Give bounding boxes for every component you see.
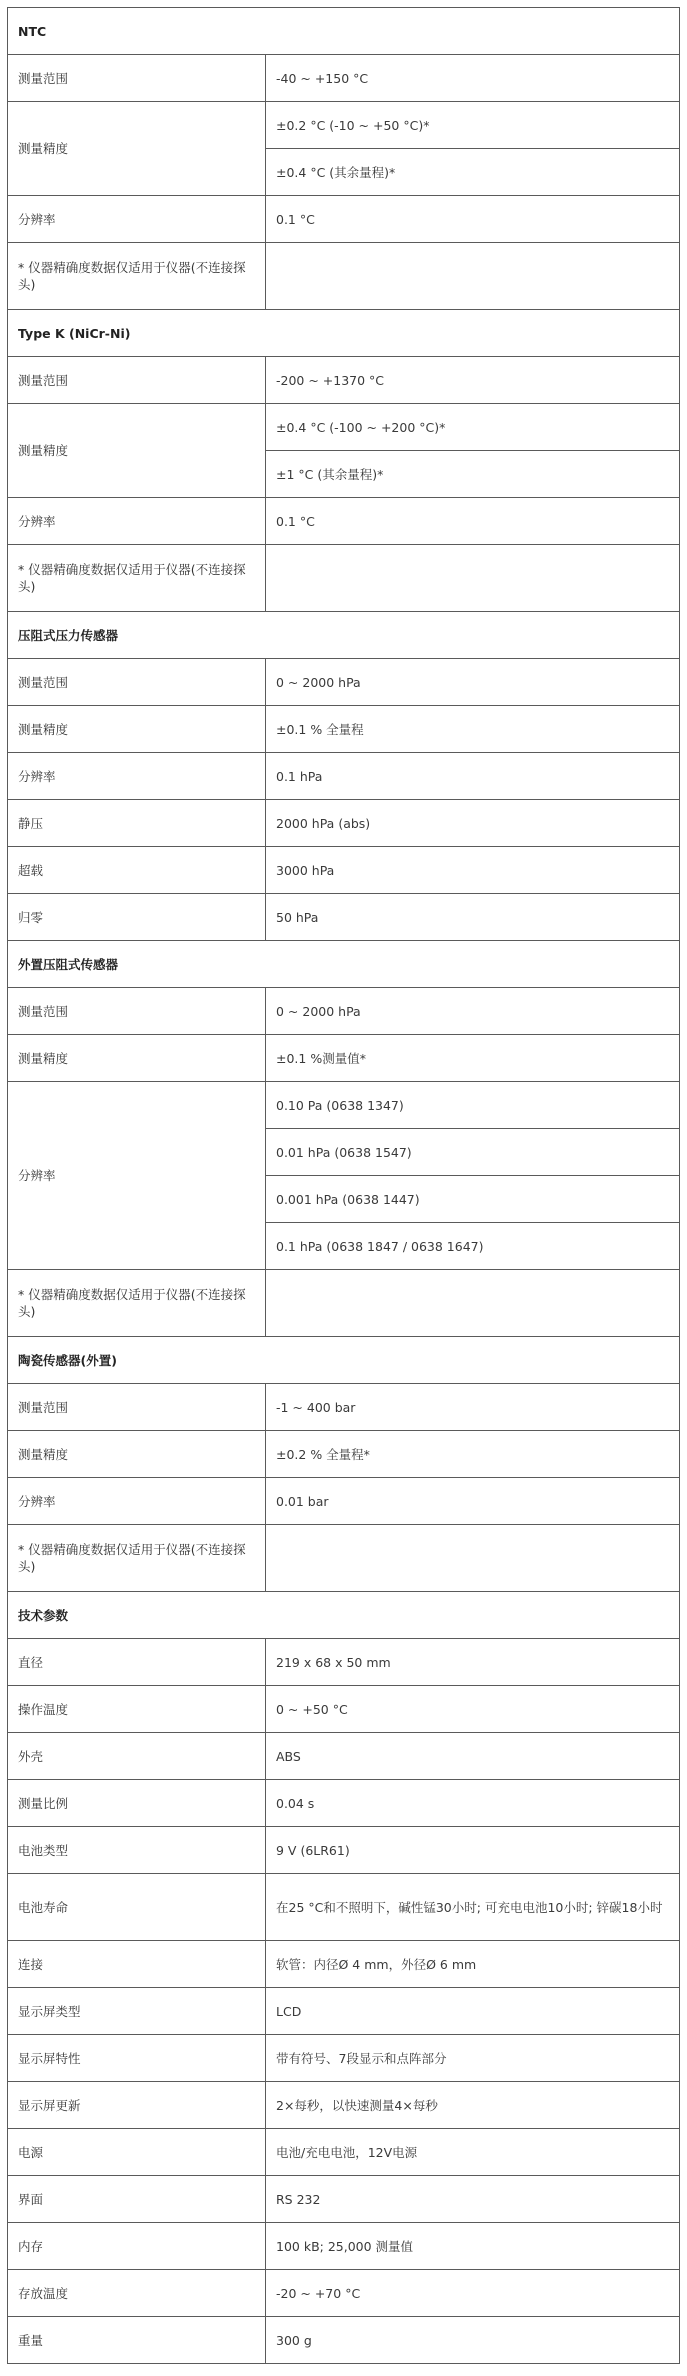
row-label: 电池寿命: [8, 1874, 266, 1941]
row-value: 9 V (6LR61): [266, 1827, 680, 1874]
row-label: 分辨率: [8, 1082, 266, 1270]
row-value: 300 g: [266, 2317, 680, 2364]
row-label: 内存: [8, 2223, 266, 2270]
row-value: 带有符号、7段显示和点阵部分: [266, 2035, 680, 2082]
empty-cell: [266, 243, 680, 310]
row-label: 测量精度: [8, 404, 266, 498]
row-value: ±0.4 °C (-100 ~ +200 °C)*: [266, 404, 680, 451]
table-row: [8, 1431, 680, 1478]
table-row: [8, 1082, 680, 1129]
row-value: ABS: [266, 1733, 680, 1780]
section-title: 外置压阻式传感器: [8, 941, 680, 988]
section-header-type-k: [8, 310, 680, 357]
table-row: [8, 1478, 680, 1525]
footnote: * 仪器精确度数据仅适用于仪器(不连接探头): [8, 545, 266, 612]
section-title: 技术参数: [8, 1592, 680, 1639]
empty-cell: [266, 1525, 680, 1592]
row-label: 测量精度: [8, 102, 266, 196]
row-value: 2000 hPa (abs): [266, 800, 680, 847]
table-row: [8, 1384, 680, 1431]
row-label: 界面: [8, 2176, 266, 2223]
row-value: 在25 °C和不照明下，碱性锰30小时; 可充电电池10小时; 锌碳18小时: [266, 1874, 680, 1941]
table-row: [8, 800, 680, 847]
row-label: 归零: [8, 894, 266, 941]
row-label: 超载: [8, 847, 266, 894]
row-value: 0 ~ 2000 hPa: [266, 988, 680, 1035]
row-value: 3000 hPa: [266, 847, 680, 894]
row-label: 电源: [8, 2129, 266, 2176]
row-label: 分辨率: [8, 1478, 266, 1525]
table-row: [8, 894, 680, 941]
row-label: 测量精度: [8, 1035, 266, 1082]
table-row: [8, 753, 680, 800]
row-value: 0.001 hPa (0638 1447): [266, 1176, 680, 1223]
table-row: [8, 1941, 680, 1988]
section-title: NTC: [8, 8, 680, 55]
footnote: * 仪器精确度数据仅适用于仪器(不连接探头): [8, 243, 266, 310]
row-value: 0.10 Pa (0638 1347): [266, 1082, 680, 1129]
table-row: [8, 102, 680, 149]
row-value: 0.01 hPa (0638 1547): [266, 1129, 680, 1176]
table-row: [8, 2223, 680, 2270]
spec-table: [7, 7, 680, 2364]
table-row: [8, 357, 680, 404]
table-row: [8, 2035, 680, 2082]
row-label: 测量比例: [8, 1780, 266, 1827]
table-row: [8, 2317, 680, 2364]
row-value: 0.04 s: [266, 1780, 680, 1827]
section-header-tech: [8, 1592, 680, 1639]
row-value: ±0.4 °C (其余量程)*: [266, 149, 680, 196]
row-value: 0.1 hPa: [266, 753, 680, 800]
table-row: [8, 659, 680, 706]
section-title: 陶瓷传感器(外置): [8, 1337, 680, 1384]
row-label: 测量范围: [8, 988, 266, 1035]
spec-table-container: [7, 7, 679, 2364]
row-label: 测量范围: [8, 357, 266, 404]
footnote: * 仪器精确度数据仅适用于仪器(不连接探头): [8, 1270, 266, 1337]
row-label: 操作温度: [8, 1686, 266, 1733]
row-label: 静压: [8, 800, 266, 847]
row-value: ±0.1 % 全量程: [266, 706, 680, 753]
table-row-note: [8, 545, 680, 612]
row-value: LCD: [266, 1988, 680, 2035]
row-label: 显示屏特性: [8, 2035, 266, 2082]
row-label: 电池类型: [8, 1827, 266, 1874]
table-row: [8, 706, 680, 753]
row-value: 100 kB; 25,000 测量值: [266, 2223, 680, 2270]
table-row: [8, 1827, 680, 1874]
row-value: 0.1 °C: [266, 196, 680, 243]
row-value: -200 ~ +1370 °C: [266, 357, 680, 404]
row-value: 0 ~ 2000 hPa: [266, 659, 680, 706]
row-label: 重量: [8, 2317, 266, 2364]
table-row: [8, 55, 680, 102]
table-row: [8, 1988, 680, 2035]
row-label: 外壳: [8, 1733, 266, 1780]
row-value: -1 ~ 400 bar: [266, 1384, 680, 1431]
section-title: Type K (NiCr-Ni): [8, 310, 680, 357]
row-label: 测量范围: [8, 659, 266, 706]
row-label: 测量精度: [8, 1431, 266, 1478]
empty-cell: [266, 1270, 680, 1337]
row-label: 分辨率: [8, 498, 266, 545]
table-row: [8, 1686, 680, 1733]
row-label: 测量范围: [8, 1384, 266, 1431]
row-value: -20 ~ +70 °C: [266, 2270, 680, 2317]
row-value: 50 hPa: [266, 894, 680, 941]
row-value: ±1 °C (其余量程)*: [266, 451, 680, 498]
table-row: [8, 498, 680, 545]
row-label: 显示屏类型: [8, 1988, 266, 2035]
row-value: 0.01 bar: [266, 1478, 680, 1525]
table-row: [8, 1035, 680, 1082]
table-row: [8, 1733, 680, 1780]
row-value: -40 ~ +150 °C: [266, 55, 680, 102]
section-header-ceramic: [8, 1337, 680, 1384]
table-row-note: [8, 243, 680, 310]
row-label: 连接: [8, 1941, 266, 1988]
table-row: [8, 196, 680, 243]
table-row: [8, 404, 680, 451]
table-row: [8, 988, 680, 1035]
table-row: [8, 2082, 680, 2129]
row-label: 分辨率: [8, 753, 266, 800]
row-value: ±0.2 °C (-10 ~ +50 °C)*: [266, 102, 680, 149]
row-value: 219 x 68 x 50 mm: [266, 1639, 680, 1686]
row-label: 分辨率: [8, 196, 266, 243]
footnote: * 仪器精确度数据仅适用于仪器(不连接探头): [8, 1525, 266, 1592]
section-header-ntc: [8, 8, 680, 55]
row-value: ±0.1 %测量值*: [266, 1035, 680, 1082]
table-row: [8, 2176, 680, 2223]
table-row: [8, 2129, 680, 2176]
row-label: 直径: [8, 1639, 266, 1686]
table-row: [8, 2270, 680, 2317]
table-row: [8, 1874, 680, 1941]
row-value: RS 232: [266, 2176, 680, 2223]
section-title: 压阻式压力传感器: [8, 612, 680, 659]
table-row: [8, 1639, 680, 1686]
table-row: [8, 847, 680, 894]
table-row: [8, 1780, 680, 1827]
row-label: 测量精度: [8, 706, 266, 753]
row-value: 0.1 hPa (0638 1847 / 0638 1647): [266, 1223, 680, 1270]
row-value: ±0.2 % 全量程*: [266, 1431, 680, 1478]
empty-cell: [266, 545, 680, 612]
row-value: 0 ~ +50 °C: [266, 1686, 680, 1733]
row-label: 测量范围: [8, 55, 266, 102]
section-header-piezo: [8, 612, 680, 659]
row-value: 软管：内径Ø 4 mm，外径Ø 6 mm: [266, 1941, 680, 1988]
table-row-note: [8, 1270, 680, 1337]
row-value: 电池/充电电池，12V电源: [266, 2129, 680, 2176]
row-value: 0.1 °C: [266, 498, 680, 545]
table-row-note: [8, 1525, 680, 1592]
row-value: 2×每秒，以快速测量4×每秒: [266, 2082, 680, 2129]
row-label: 存放温度: [8, 2270, 266, 2317]
section-header-ext-piezo: [8, 941, 680, 988]
row-label: 显示屏更新: [8, 2082, 266, 2129]
